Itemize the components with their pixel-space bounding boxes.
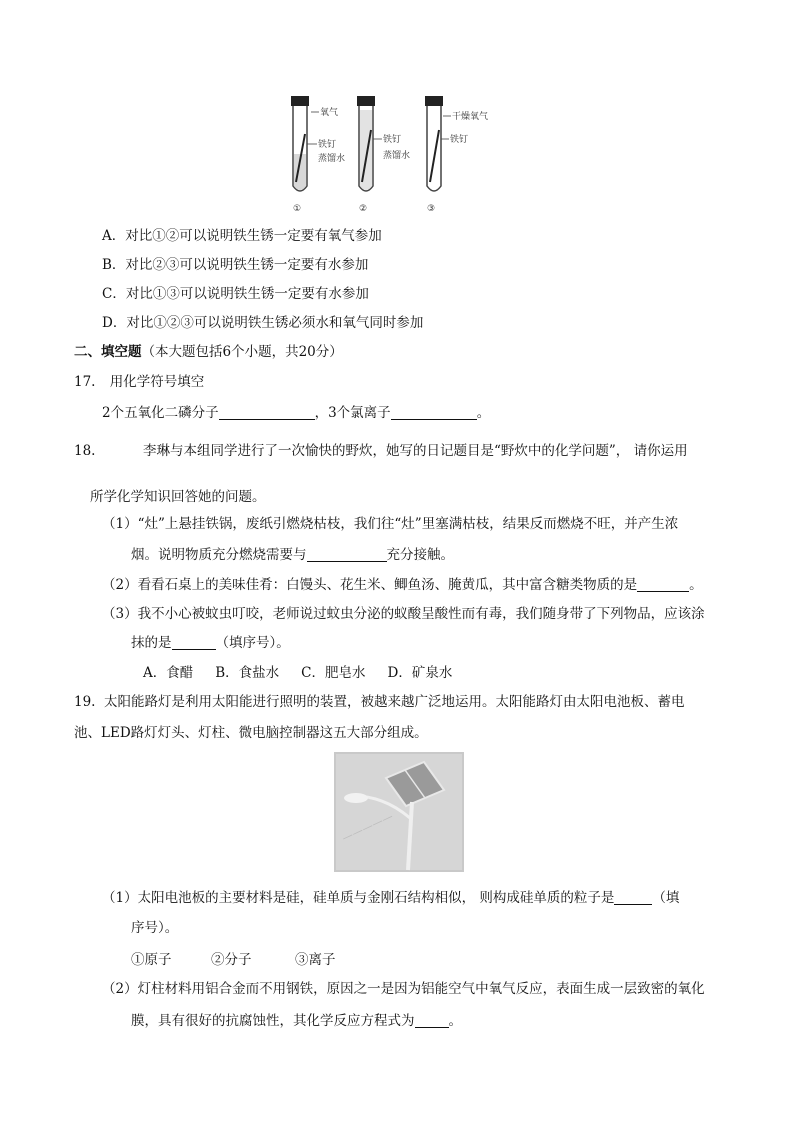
q19-part1-line1: [102, 888, 679, 908]
q16-option-d: D．对比①②③可以说明铁生锈必须水和氧气同时参加: [102, 315, 424, 331]
q18-option-b: B．食盐水: [215, 665, 280, 681]
solar-street-light-photo: [334, 752, 464, 872]
q19-part1-blank[interactable]: [614, 890, 652, 905]
q19-part2-blank[interactable]: [415, 1013, 449, 1028]
q18-intro-line2: 所学化学知识回答她的问题。: [90, 489, 266, 505]
test-tube-3: [425, 96, 488, 214]
q18-option-d: D．矿泉水: [387, 665, 453, 681]
test-tube-2: [357, 96, 410, 214]
q19-part1-options: [131, 950, 336, 970]
q19-part2-line1: （2）灯柱材料用铝合金而不用钢铁，原因之一是因为铝能空气中氧气反应，表面生成一层致密的氧化: [102, 981, 705, 997]
q17-end: 。: [476, 405, 491, 421]
q16-option-c: C．对比①③可以说明铁生锈一定要有水参加: [102, 286, 369, 302]
q17-number: 17.: [74, 374, 96, 390]
tube1-water-label: 蒸馏水: [318, 154, 346, 164]
q16-option-a: A．对比①②可以说明铁生锈一定要有氧气参加: [102, 228, 382, 244]
tube3-number: ③: [427, 204, 436, 214]
q17-sep: ，3个氯离子: [314, 405, 391, 421]
q18-part1-text: 烟。说明物质充分燃烧需要与: [131, 547, 307, 563]
section-title: 二、填空题: [74, 344, 142, 360]
q19-part2-line2: [131, 1011, 462, 1031]
section-heading: [74, 342, 343, 362]
q18-intro-line1: 李琳与本组同学进行了一次愉快的野炊，她写的日记题目是“野炊中的化学问题”， 请你运用: [143, 443, 688, 459]
q18-part1-line2: [131, 545, 454, 565]
q16-option-b: B．对比②③可以说明铁生锈一定要有水参加: [102, 257, 369, 273]
tube2-nail-label: 铁钉: [383, 135, 402, 145]
q18-part1-line1: （1）“灶”上悬挂铁锅，废纸引燃烧枯枝，我们往“灶”里塞满枯枝，结果反而燃烧不旺，并产生浓: [102, 516, 679, 532]
q18-part3-line2: [131, 633, 290, 653]
q18-part3-end: （填序号）。: [215, 635, 290, 651]
q18-part1-end: 充分接触。: [386, 547, 454, 563]
q18-number: 18.: [74, 443, 96, 459]
tube2-water-label: 蒸馏水: [383, 151, 411, 161]
tube1-nail-label: 铁钉: [318, 140, 337, 150]
q17-heading: [74, 372, 204, 392]
q19-option-3: ③离子: [295, 952, 336, 968]
tube2-number: ②: [359, 204, 368, 214]
q18-option-a: A．食醋: [143, 665, 194, 681]
tube3-gas-label: 干燥氧气: [452, 112, 489, 122]
q17-line: [102, 403, 490, 423]
q19-number: 19.: [74, 694, 96, 710]
q19-intro-line1: 太阳能路灯是利用太阳能进行照明的装置，被越来越广泛地运用。太阳能路灯由太阳电池板、蓄电: [104, 694, 685, 710]
tube1-number: ①: [293, 204, 302, 214]
q18-options: [143, 663, 474, 683]
q18-part3-line1: （3）我不小心被蚊虫叮咬，老师说过蚊虫分泌的蚁酸呈酸性而有毒，我们随身带了下列物品，应该涂: [102, 606, 705, 622]
q18-part2-line: [102, 575, 703, 595]
q18-part2-end: 。: [689, 577, 703, 593]
q18-part2-blank[interactable]: [637, 577, 689, 592]
q17-blank-2[interactable]: [391, 405, 477, 420]
test-tube-figure: [285, 94, 510, 216]
q19-part1-fill: （填: [652, 890, 680, 906]
q18-part1-blank[interactable]: [307, 547, 387, 562]
q18-part3-text: 抹的是: [131, 635, 172, 651]
tube1-gas-label: 氧气: [320, 108, 339, 118]
q19-part2-text: 膜，具有很好的抗腐蚀性，其化学反应方程式为: [131, 1013, 415, 1029]
test-tube-1: [291, 96, 345, 214]
q19-part2-end: 。: [448, 1013, 462, 1029]
q19-part1-line2: 序号）。: [131, 920, 179, 936]
section-note: （本大题包括6个小题，共20分）: [141, 344, 343, 360]
q17-title: 用化学符号填空: [109, 374, 205, 390]
q17-part1: 2个五氧化二磷分子: [102, 405, 219, 421]
q19-option-1: ①原子: [131, 952, 172, 968]
q19-part1-text: （1）太阳电池板的主要材料是硅，硅单质与金刚石结构相似， 则构成硅单质的粒子是: [102, 890, 615, 906]
q18-option-c: C．肥皂水: [301, 665, 366, 681]
q19-intro-line2: 池、LED路灯灯头、灯柱、微电脑控制器这五大部分组成。: [74, 725, 428, 741]
q17-blank-1[interactable]: [219, 405, 315, 420]
q19-option-2: ②分子: [211, 952, 252, 968]
q18-part2-text: （2）看看石桌上的美味佳肴：白馒头、花生米、鲫鱼汤、腌黄瓜，其中富含糖类物质的是: [102, 577, 638, 593]
tube3-nail-label: 铁钉: [450, 135, 469, 145]
svg-text:—————: —————: [339, 809, 396, 845]
q18-part3-blank[interactable]: [172, 635, 216, 650]
